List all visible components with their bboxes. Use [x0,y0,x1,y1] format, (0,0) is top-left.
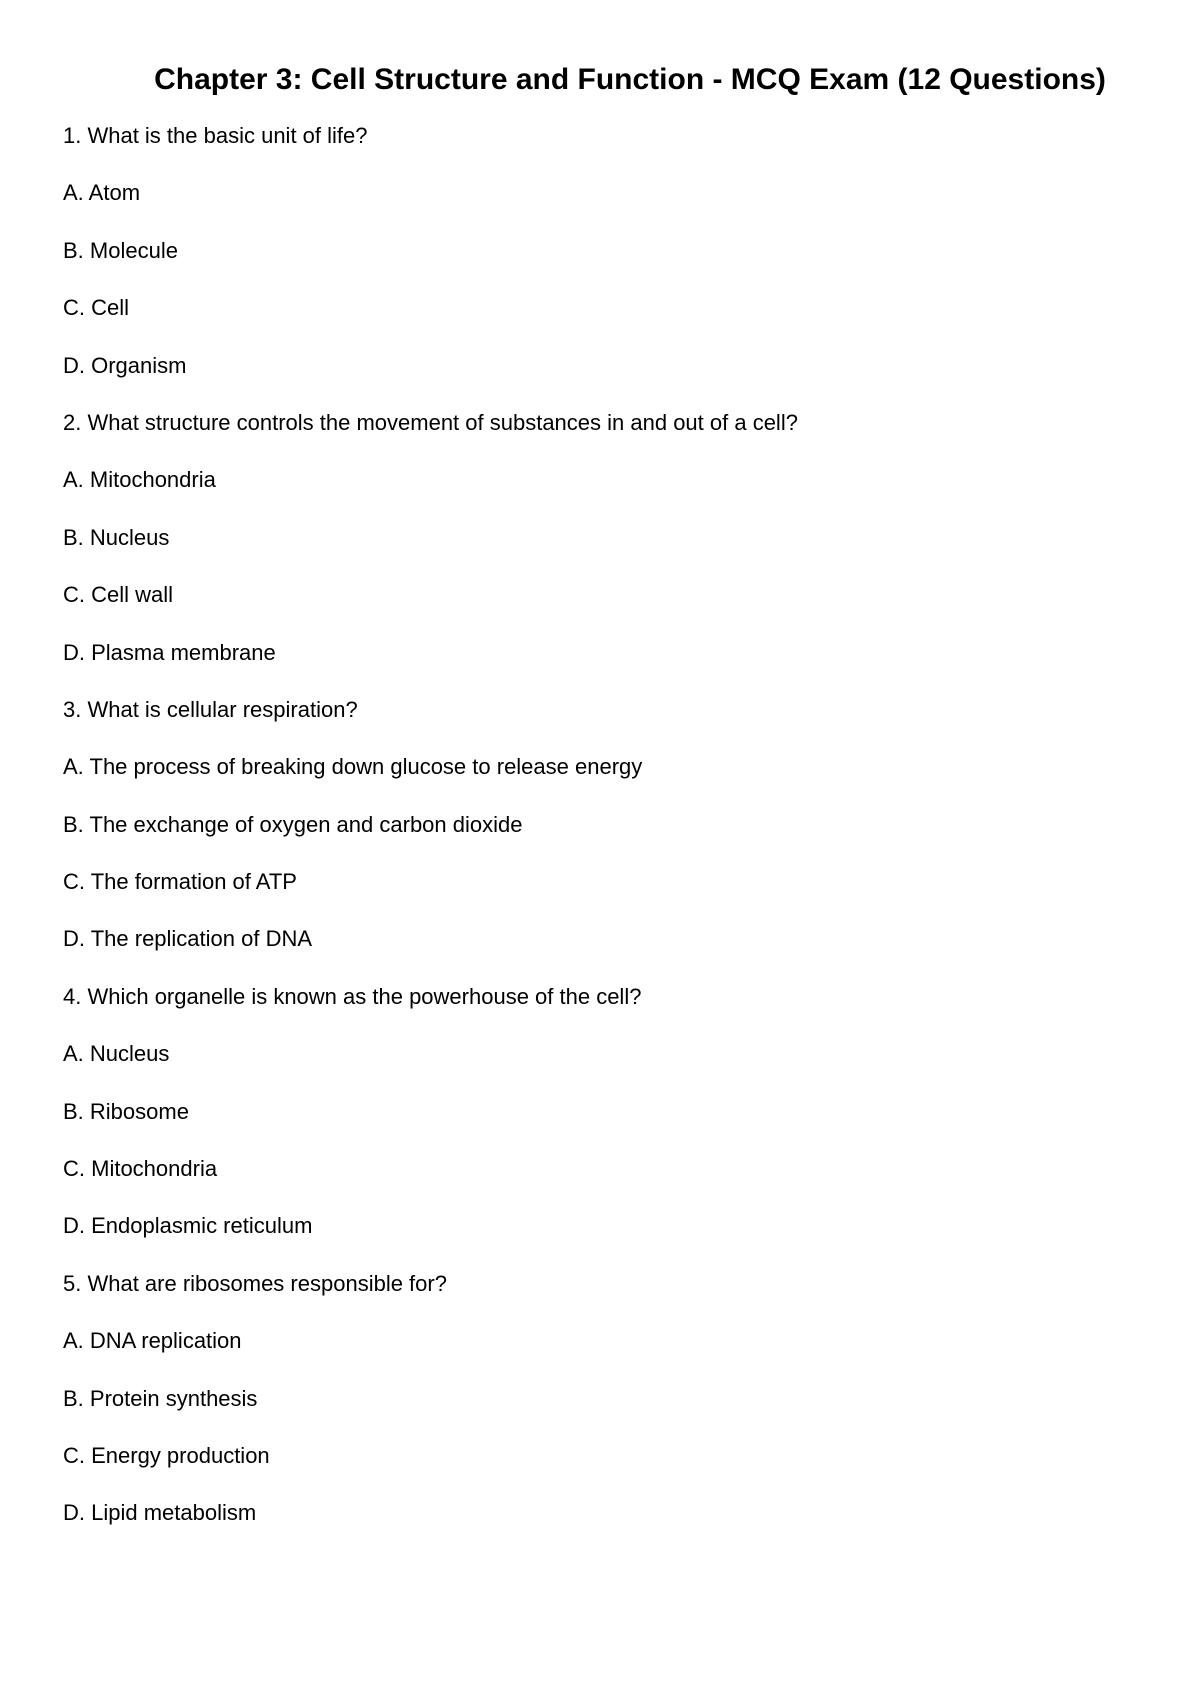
question-4-text: 4. Which organelle is known as the powerhouse of the cell? [63,983,642,1009]
question-3-option-b: B. The exchange of oxygen and carbon dioxide [63,811,523,837]
question-3-option-c: C. The formation of ATP [63,869,297,895]
question-2-option-d: D. Plasma membrane [63,639,276,665]
question-4-option-c: C. Mitochondria [63,1156,218,1182]
question-1-option-d: D. Organism [63,352,187,378]
question-2-option-b: B. Nucleus [63,524,170,550]
question-4-option-d: D. Endoplasmic reticulum [63,1213,313,1239]
question-2-option-a: A. Mitochondria [63,467,216,493]
question-5-option-c: C. Energy production [63,1442,270,1468]
question-4-option-b: B. Ribosome [63,1098,189,1124]
question-2-option-c: C. Cell wall [63,582,174,608]
question-3-option-d: D. The replication of DNA [63,926,313,952]
question-5-option-a: A. DNA replication [63,1328,242,1354]
question-1-option-a: A. Atom [63,180,141,206]
question-2-text: 2. What structure controls the movement of substances in and out of a cell? [63,409,798,435]
question-3-text: 3. What is cellular respiration? [63,696,358,722]
question-1-text: 1. What is the basic unit of life? [63,123,368,148]
question-list [63,122,1143,1557]
question-5-text: 5. What are ribosomes responsible for? [63,1270,447,1296]
question-1-option-b: B. Molecule [63,237,178,263]
question-5-option-d: D. Lipid metabolism [63,1500,257,1526]
page-title: Chapter 3: Cell Structure and Function - MCQ Exam (12 Questions) [154,63,1106,96]
question-5-option-b: B. Protein synthesis [63,1385,258,1411]
question-4-option-a: A. Nucleus [63,1041,170,1067]
question-1-option-c: C. Cell [63,295,130,321]
question-3-option-a: A. The process of breaking down glucose to release energy [63,754,643,780]
